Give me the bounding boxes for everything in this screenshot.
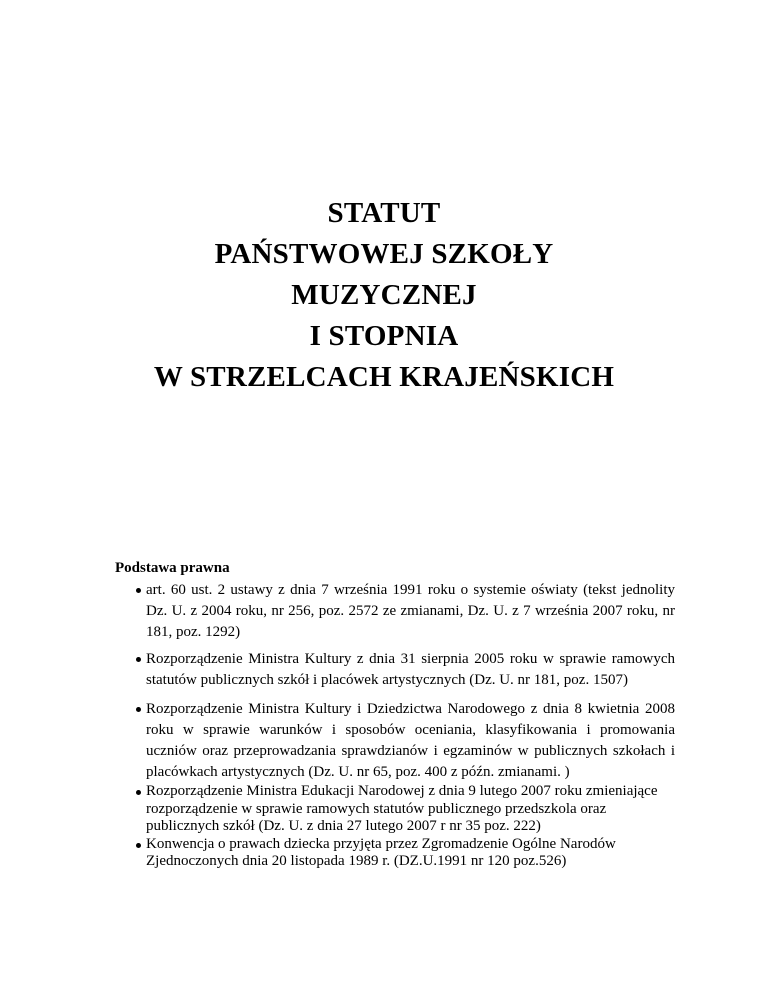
bullet-icon	[136, 843, 141, 848]
list-item	[115, 580, 675, 643]
bullet-icon	[136, 790, 141, 795]
bullet-icon	[136, 657, 141, 662]
statute-title	[0, 193, 768, 398]
title-line-5: W STRZELCACH KRAJEŃSKICH	[153, 361, 615, 393]
bullet-icon	[136, 588, 141, 593]
list-item	[115, 699, 675, 783]
list-item	[115, 649, 675, 691]
list-item	[115, 783, 675, 836]
legal-basis-item-text: Konwencja o prawach dziecka przyjęta przez Zgromadzenie Ogólne Narodów Zjednoczonych dnia 20 listopada 1989 r. (DZ.U.1991 nr 120 poz.526)	[146, 835, 616, 869]
legal-basis-heading: Podstawa prawna	[115, 560, 230, 576]
legal-basis-item-text: art. 60 ust. 2 ustawy z dnia 7 września 1991 roku o systemie oświaty (tekst jednolity Dz. U. z 2004 roku, nr 256, poz. 2572 ze zmianami, Dz. U. z 7 września 2007 roku, nr 181, poz. 1292)	[146, 582, 675, 640]
title-line-3: MUZYCZNEJ	[291, 279, 477, 311]
legal-basis-item-text: Rozporządzenie Ministra Kultury i Dziedzictwa Narodowego z dnia 8 kwietnia 2008 roku w sprawie warunków i sposobów oceniania, klasyfikowania i promowania uczniów oraz przeprowadzania sprawdzianów i egzaminów w publicznych szkołach i placówkach artystycznych (Dz. U. nr 65, poz. 400 z późn. zmianami. )	[146, 701, 675, 780]
legal-basis-list	[115, 580, 675, 871]
bullet-icon	[136, 707, 141, 712]
legal-basis-item-text: Rozporządzenie Ministra Kultury z dnia 31 sierpnia 2005 roku w sprawie ramowych statutów publicznych szkół i placówek artystycznych (Dz. U. nr 181, poz. 1507)	[146, 651, 675, 688]
title-line-2: PAŃSTWOWEJ SZKOŁY	[214, 238, 554, 270]
title-line-4: I STOPNIA	[309, 320, 459, 352]
legal-basis-section	[115, 558, 675, 871]
list-item	[115, 836, 675, 871]
legal-basis-item-text: Rozporządzenie Ministra Edukacji Narodowej z dnia 9 lutego 2007 roku zmieniające rozporządzenie w sprawie ramowych statutów publicznego przedszkola oraz publicznych szkół (Dz. U. z dnia 27 lutego 2007 r nr 35 poz. 222)	[146, 783, 658, 834]
title-line-1: STATUT	[327, 197, 441, 229]
